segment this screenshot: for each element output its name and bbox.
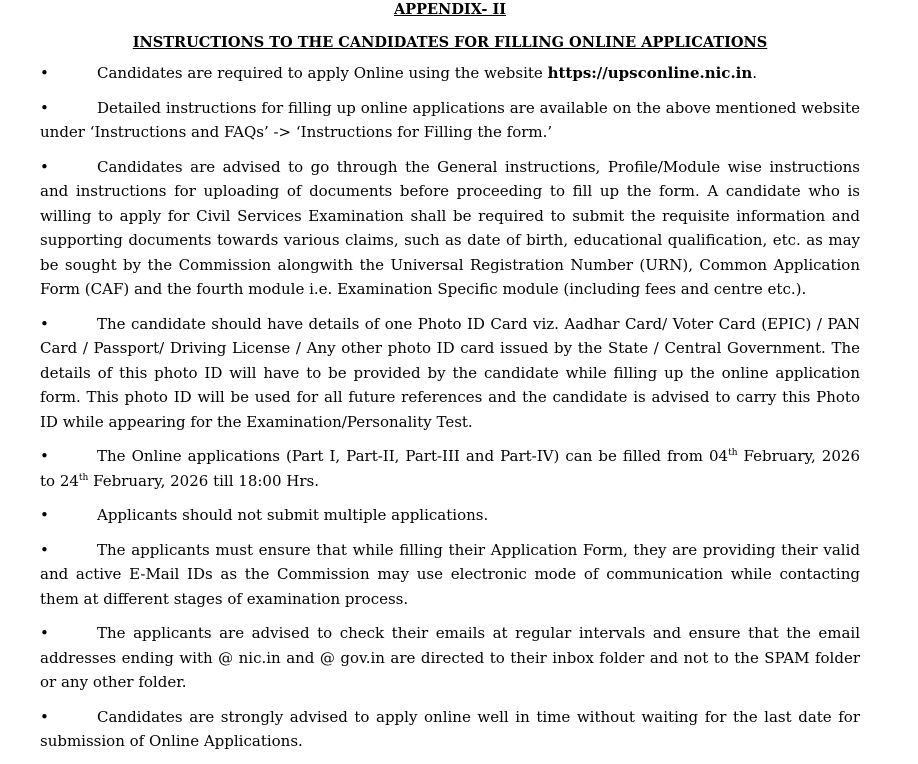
- instruction-list: [40, 61, 860, 754]
- item-text: Candidates are advised to go through the General instructions, Profile/Module wise instructions and instructions for uploading of documents before proceeding to fill up the form. A candidate who is willing to apply for Civil Services Examination shall be required to submit the requisite information and supporting documents towards various claims, such as date of birth, educational qualification, etc. as may be sought by the Commission alongwith the Universal Registration Number (URN), Common Application Form (CAF) and the fourth module i.e. Examination Specific module (including fees and centre etc.).: [40, 157, 860, 298]
- bullet-icon: •: [40, 447, 49, 465]
- bullet-icon: •: [40, 506, 49, 524]
- item-text: February, 2026 to 24: [40, 447, 860, 490]
- list-item: [40, 61, 860, 86]
- list-item: [40, 705, 860, 754]
- list-item: [40, 96, 860, 145]
- bullet-icon: •: [40, 540, 49, 559]
- ordinal-suffix: th: [78, 472, 89, 483]
- item-text: The candidate should have details of one Photo ID Card viz. Aadhar Card/ Voter Card (EPIC) / PAN Card / Passport/ Driving License / Any other photo ID card issued by the State / Central Government. The details of this photo ID will have to be provided by the candidate while filling up the online application form. This photo ID will be used for all future references and the candidate is advised to carry this Photo ID while appearing for the Examination/Personality Test.: [40, 314, 860, 431]
- item-text: Candidates are required to apply Online using the website: [97, 64, 548, 82]
- item-text: Candidates are strongly advised to apply online well in time without waiting for the last date for submission of Online Applications.: [40, 707, 860, 750]
- bullet-icon: •: [40, 624, 49, 642]
- item-text: February, 2026 till 18:00 Hrs.: [88, 471, 319, 490]
- document-page: [40, 0, 860, 764]
- item-text-end: .: [752, 64, 758, 82]
- bullet-icon: •: [40, 98, 49, 117]
- list-item: [40, 312, 860, 435]
- item-text: The applicants are advised to check their emails at regular intervals and ensure that the email addresses ending with @ nic.in and @ gov.in are directed to their inbox folder and not to the SPAM folder or any other folder.: [40, 624, 860, 691]
- item-text: The Online applications (Part I, Part-II, Part-III and Part-IV) can be filled from 04: [97, 447, 729, 465]
- ordinal-suffix: th: [728, 448, 738, 458]
- list-item: [40, 538, 860, 612]
- bullet-icon: •: [40, 314, 49, 333]
- list-item: [40, 444, 860, 493]
- bullet-icon: •: [40, 64, 49, 82]
- item-text: Detailed instructions for filling up online applications are available on the above mentioned website under ‘Instructions and FAQs’ -> ‘Instructions for Filling the form.’: [40, 98, 860, 141]
- item-text: Applicants should not submit multiple applications.: [97, 506, 489, 524]
- list-item: [40, 503, 860, 528]
- bullet-icon: •: [40, 157, 49, 176]
- instructions-title: INSTRUCTIONS TO THE CANDIDATES FOR FILLING ONLINE APPLICATIONS: [132, 34, 768, 51]
- bullet-icon: •: [40, 707, 49, 726]
- website-link[interactable]: https://upsconline.nic.in: [547, 64, 753, 82]
- list-item: [40, 621, 860, 695]
- item-text: The applicants must ensure that while filling their Application Form, they are providing their valid and active E-Mail IDs as the Commission may use electronic mode of communication while contacting them at different stages of examination process.: [40, 540, 860, 608]
- list-item: [40, 155, 860, 302]
- appendix-heading: APPENDIX- II: [393, 1, 507, 18]
